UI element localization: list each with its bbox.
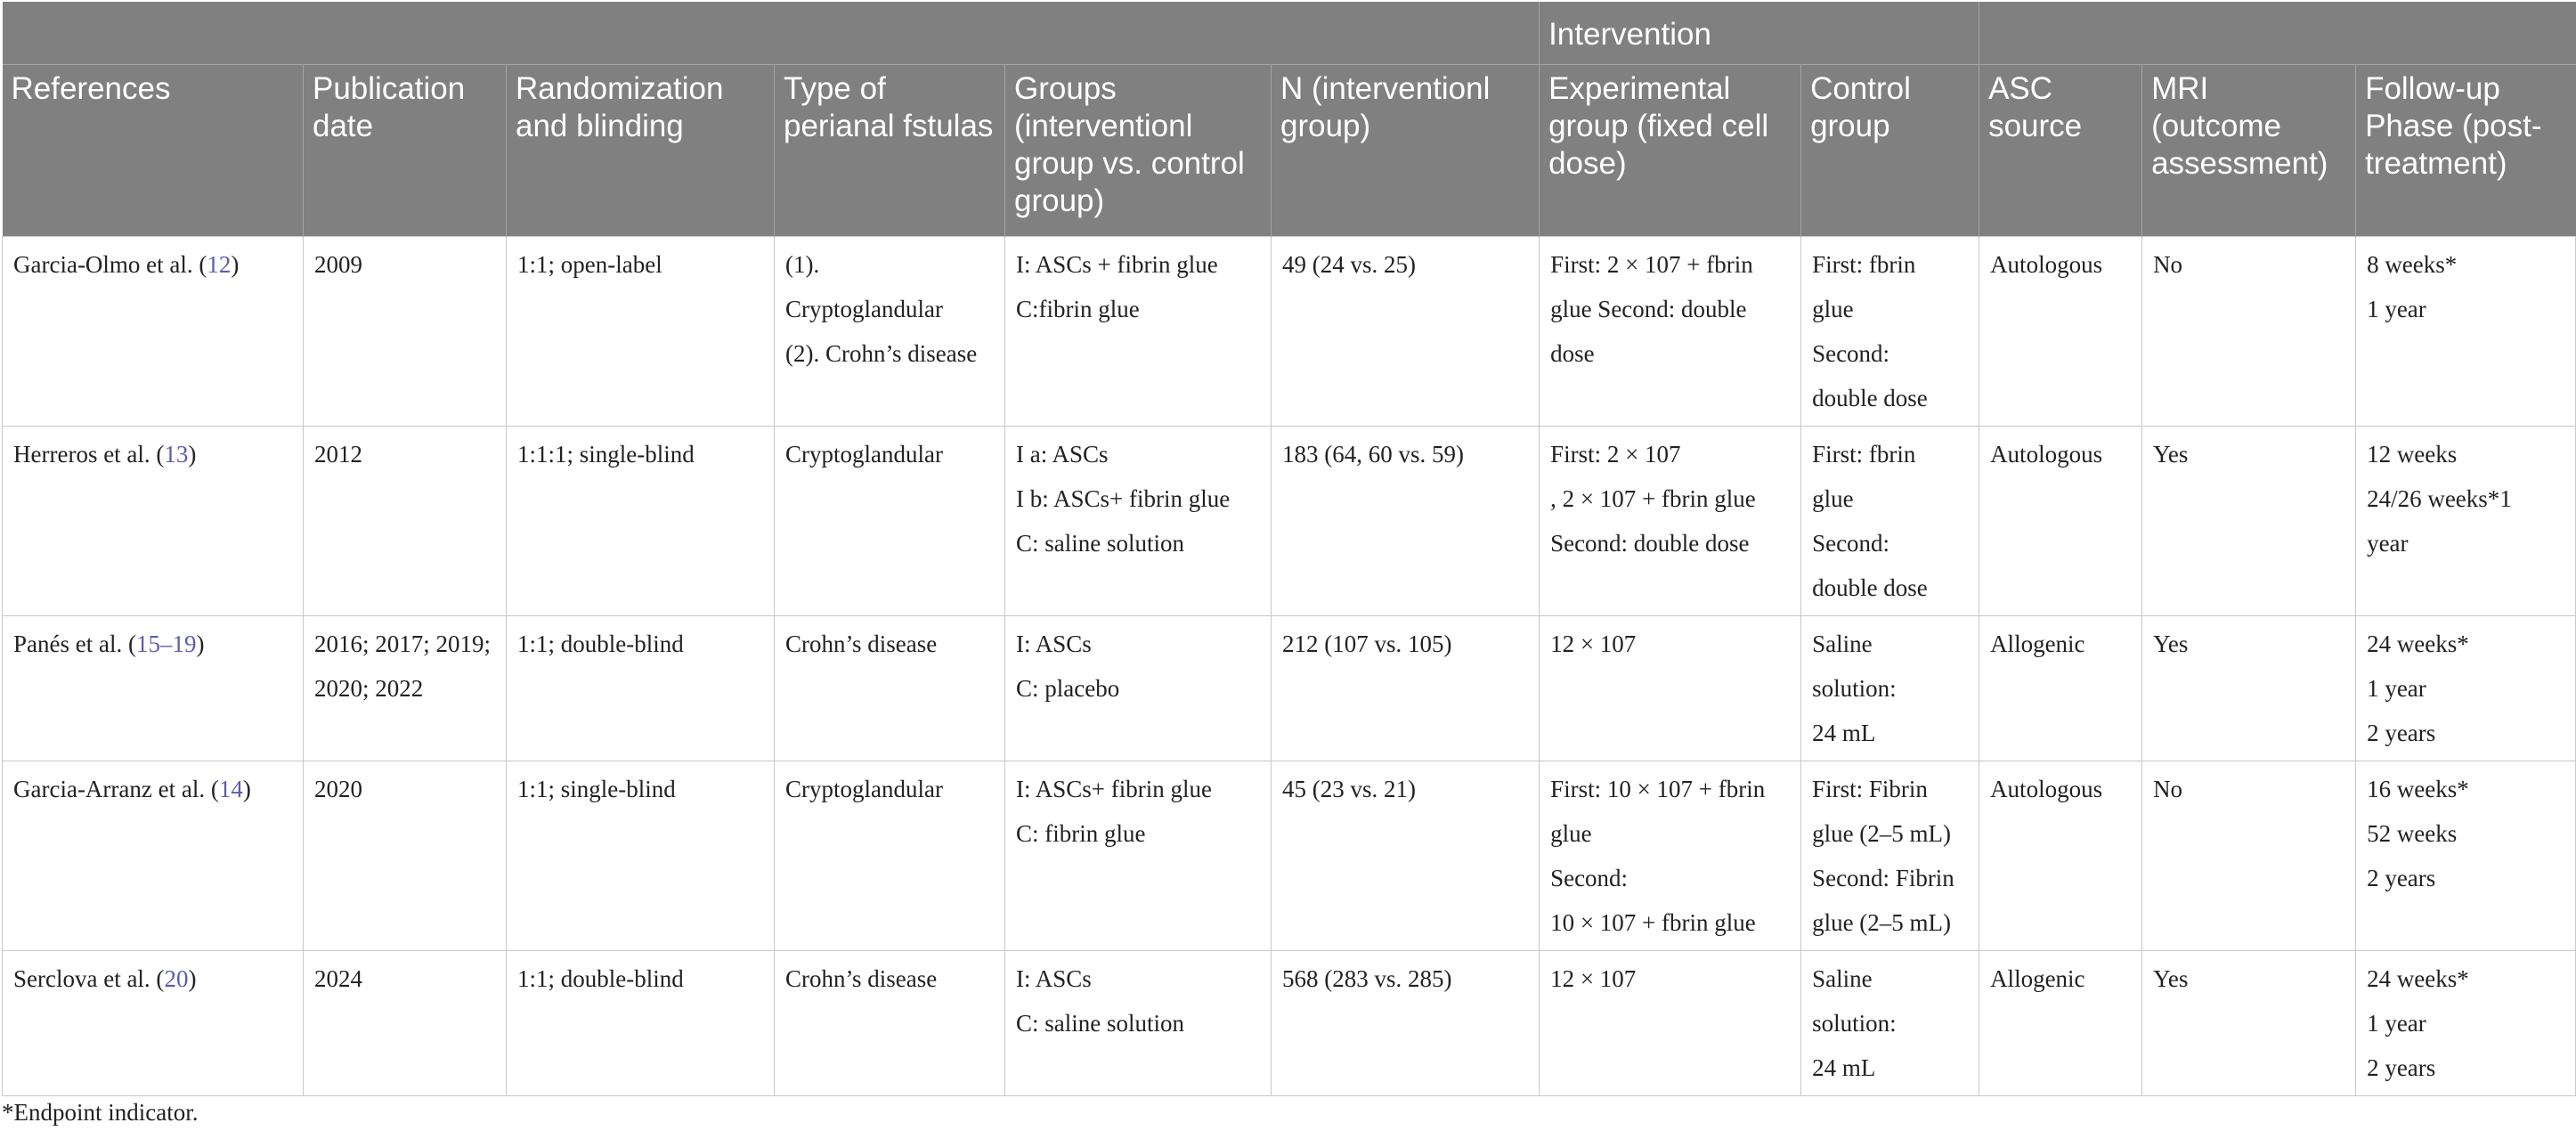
cell-asc-source: Allogenic [1979, 615, 2142, 761]
cell-date: 2024 [304, 950, 507, 1095]
cell-fistula-type: Cryptoglandular [775, 426, 1005, 615]
table-row [3, 615, 2576, 761]
cell-follow-up: 12 weeks 24/26 weeks*1 year [2356, 426, 2576, 615]
cell-fistula-type: Crohn’s disease [775, 615, 1005, 761]
cell-date: 2009 [304, 236, 507, 426]
cell-groups: I: ASCs C: placebo [1005, 615, 1272, 761]
col-header-mri: MRI (outcome assessment) [2142, 64, 2356, 236]
header-blank-right [1979, 2, 2576, 64]
cell-control: Saline solution: 24 mL [1801, 950, 1979, 1095]
cell-n: 183 (64, 60 vs. 59) [1272, 426, 1540, 615]
cell-reference [3, 950, 304, 1095]
header-blank-left [3, 2, 1540, 64]
cell-n: 568 (283 vs. 285) [1272, 950, 1540, 1095]
cell-date: 2016; 2017; 2019; 2020; 2022 [304, 615, 507, 761]
col-header-control: Control group [1801, 64, 1979, 236]
cell-date: 2020 [304, 761, 507, 950]
cell-randomization: 1:1:1; single-blind [507, 426, 775, 615]
cell-follow-up: 24 weeks* 1 year 2 years [2356, 950, 2576, 1095]
col-header-experimental: Experimental group (fixed cell dose) [1540, 64, 1801, 236]
cell-asc-source: Autologous [1979, 236, 2142, 426]
col-header-groups: Groups (interventionl group vs. control group) [1005, 64, 1272, 236]
citation-link[interactable]: 13 [164, 440, 189, 468]
cell-follow-up: 8 weeks* 1 year [2356, 236, 2576, 426]
reference-name: Garcia-Olmo et al. ( [13, 250, 207, 278]
citation-link[interactable]: 14 [218, 775, 243, 802]
table-row [3, 761, 2576, 950]
cell-asc-source: Autologous [1979, 426, 2142, 615]
col-header-randomization: Randomization and blinding [507, 64, 775, 236]
col-header-n: N (interventionl group) [1272, 64, 1540, 236]
cell-experimental: First: 2 × 107 + fbrin glue Second: double dose [1540, 236, 1801, 426]
cell-n: 49 (24 vs. 25) [1272, 236, 1540, 426]
cell-groups: I a: ASCs I b: ASCs+ fibrin glue C: saline solution [1005, 426, 1272, 615]
studies-table [2, 2, 2576, 1096]
cell-reference [3, 615, 304, 761]
header-intervention-group: Intervention [1540, 2, 1979, 64]
cell-fistula-type: Crohn’s disease [775, 950, 1005, 1095]
reference-name: Garcia-Arranz et al. ( [13, 775, 219, 802]
col-header-fistula-type: Type of perianal fstulas [775, 64, 1005, 236]
cell-groups: I: ASCs + fibrin glue C:fibrin glue [1005, 236, 1272, 426]
col-header-asc-source: ASC source [1979, 64, 2142, 236]
cell-asc-source: Allogenic [1979, 950, 2142, 1095]
cell-randomization: 1:1; double-blind [507, 950, 775, 1095]
cell-follow-up: 24 weeks* 1 year 2 years [2356, 615, 2576, 761]
cell-n: 212 (107 vs. 105) [1272, 615, 1540, 761]
header-column-row [3, 64, 2576, 236]
cell-reference [3, 426, 304, 615]
reference-close: ) [196, 630, 205, 657]
footnote: *Endpoint indicator. [2, 1099, 199, 1126]
cell-date: 2012 [304, 426, 507, 615]
cell-mri: Yes [2142, 950, 2356, 1095]
reference-close: ) [188, 964, 197, 992]
reference-close: ) [188, 440, 197, 468]
cell-asc-source: Autologous [1979, 761, 2142, 950]
col-header-references: References [3, 64, 304, 236]
col-header-follow-up: Follow-up Phase (post-treatment) [2356, 64, 2576, 236]
cell-groups: I: ASCs+ fibrin glue C: fibrin glue [1005, 761, 1272, 950]
reference-close: ) [231, 250, 240, 278]
cell-randomization: 1:1; double-blind [507, 615, 775, 761]
col-header-publication-date: Publication date [304, 64, 507, 236]
reference-close: ) [242, 775, 251, 802]
table-row [3, 950, 2576, 1095]
cell-follow-up: 16 weeks* 52 weeks 2 years [2356, 761, 2576, 950]
cell-randomization: 1:1; open-label [507, 236, 775, 426]
citation-link[interactable]: 12 [207, 250, 232, 278]
citation-link[interactable]: 15–19 [135, 630, 197, 657]
cell-control: First: fbrin glue Second: double dose [1801, 426, 1979, 615]
cell-experimental: 12 × 107 [1540, 950, 1801, 1095]
cell-control: First: fbrin glue Second: double dose [1801, 236, 1979, 426]
cell-mri: Yes [2142, 426, 2356, 615]
cell-reference [3, 236, 304, 426]
header-group-row [3, 2, 2576, 64]
table-row [3, 426, 2576, 615]
table-row [3, 236, 2576, 426]
reference-name: Panés et al. ( [13, 630, 136, 657]
cell-mri: Yes [2142, 615, 2356, 761]
citation-link[interactable]: 20 [164, 964, 189, 992]
cell-n: 45 (23 vs. 21) [1272, 761, 1540, 950]
cell-control: Saline solution: 24 mL [1801, 615, 1979, 761]
cell-fistula-type: Cryptoglandular [775, 761, 1005, 950]
cell-mri: No [2142, 236, 2356, 426]
cell-randomization: 1:1; single-blind [507, 761, 775, 950]
cell-mri: No [2142, 761, 2356, 950]
cell-reference [3, 761, 304, 950]
reference-name: Herreros et al. ( [13, 440, 165, 468]
cell-experimental: First: 2 × 107 , 2 × 107 + fbrin glue Second: double dose [1540, 426, 1801, 615]
cell-experimental: First: 10 × 107 + fbrin glue Second: 10 × 107 + fbrin glue [1540, 761, 1801, 950]
cell-experimental: 12 × 107 [1540, 615, 1801, 761]
cell-groups: I: ASCs C: saline solution [1005, 950, 1272, 1095]
cell-fistula-type: (1). Cryptoglandular (2). Crohn’s disease [775, 236, 1005, 426]
cell-control: First: Fibrin glue (2–5 mL) Second: Fibrin glue (2–5 mL) [1801, 761, 1979, 950]
reference-name: Serclova et al. ( [13, 964, 165, 992]
